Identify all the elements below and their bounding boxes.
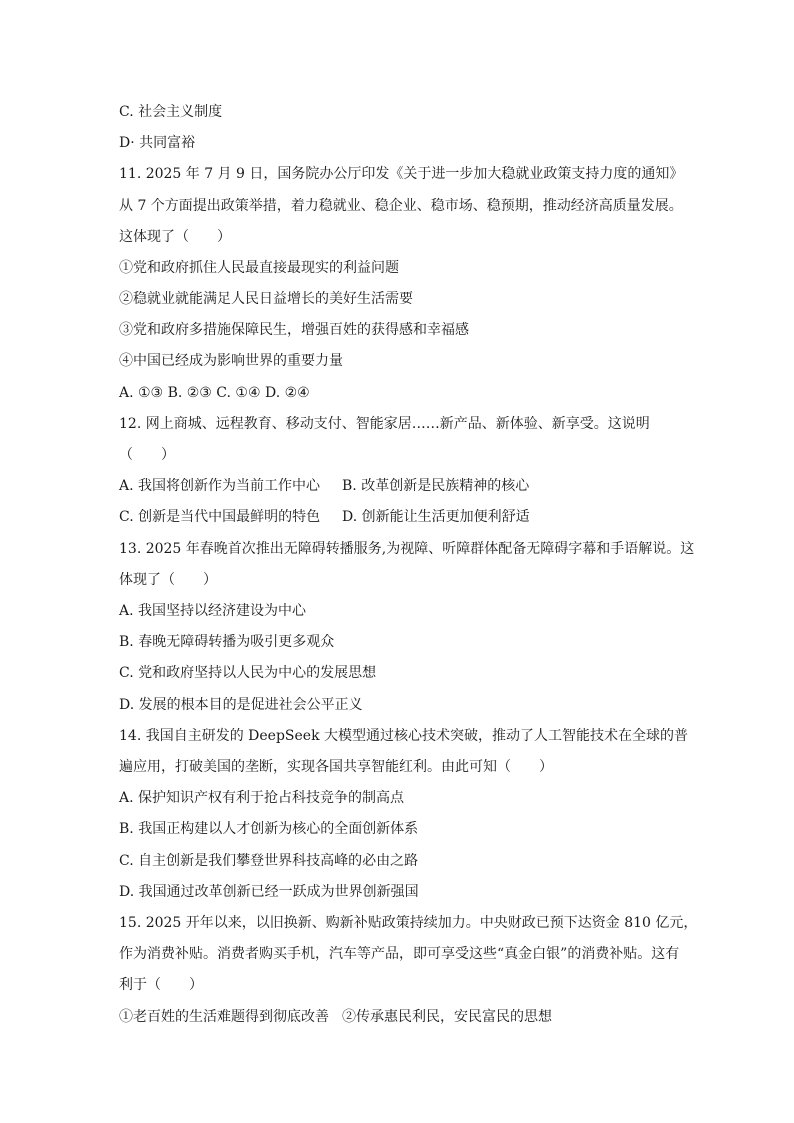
q13-option-a: A. 我国坚持以经济建设为中心 <box>119 603 307 619</box>
q12-option-c: C. 创新是当代中国最鲜明的特色 <box>119 509 321 525</box>
q11-statement-1: ①党和政府抓住人民最直接最现实的利益问题 <box>119 260 399 276</box>
q10-option-d: D· 共同富裕 <box>119 135 196 151</box>
q11-stem-line-3: 这体现了（ ） <box>119 229 231 245</box>
q11-options: A. ①③ B. ②③ C. ①④ D. ②④ <box>119 385 310 401</box>
q15-statement-1: ①老百姓的生活难题得到彻底改善 <box>119 1009 329 1025</box>
q15-stem-line-2: 作为消费补贴。消费者购买手机，汽车等产品，即可享受这些“真金白银”的消费补贴。这有 <box>119 946 680 962</box>
q12-option-d: D. 创新能让生活更加便利舒适 <box>342 509 530 525</box>
q13-option-b: B. 春晚无障碍转播为吸引更多观众 <box>119 634 335 650</box>
q15-statements-row-1 <box>119 1006 552 1028</box>
q13-option-c: C. 党和政府坚持以人民为中心的发展思想 <box>119 665 377 681</box>
q12-options-row-2 <box>119 506 530 528</box>
q14-option-a: A. 保护知识产权有利于抢占科技竞争的制高点 <box>119 790 405 806</box>
q10-option-c: C. 社会主义制度 <box>119 104 223 120</box>
q11-statement-4: ④中国已经成为影响世界的重要力量 <box>119 353 343 369</box>
q12-options-row-1 <box>119 475 530 497</box>
q13-stem-line-2: 体现了（ ） <box>119 572 217 588</box>
q14-stem-line-1: 14. 我国自主研发的 DeepSeek 大模型通过核心技术突破，推动了人工智能技术在全球的普 <box>119 728 689 744</box>
q15-stem-line-3: 利于（ ） <box>119 977 203 993</box>
q12-stem-line-1: 12. 网上商城、远程教育、移动支付、智能家居……新产品、新体验、新享受。这说明 <box>119 416 650 432</box>
q12-option-a: A. 我国将创新作为当前工作中心 <box>119 478 321 494</box>
q14-option-d: D. 我国通过改革创新已经一跃成为世界创新强国 <box>119 884 419 900</box>
q15-statement-2: ②传承惠民利民，安民富民的思想 <box>342 1009 552 1025</box>
q11-stem-line-2: 从 7 个方面提出政策举措，着力稳就业、稳企业、稳市场、稳预期，推动经济高质量发展。 <box>119 198 683 214</box>
q11-statement-2: ②稳就业就能满足人民日益增长的美好生活需要 <box>119 291 413 307</box>
q11-statement-3: ③党和政府多措施保障民生，增强百姓的获得感和幸福感 <box>119 322 469 338</box>
q12-stem-line-2: （ ） <box>119 447 175 463</box>
q14-stem-line-2: 遍应用，打破美国的垄断，实现各国共享智能红利。由此可知（ ） <box>119 759 553 775</box>
q14-option-c: C. 自主创新是我们攀登世界科技高峰的必由之路 <box>119 853 419 869</box>
q14-option-b: B. 我国正构建以人才创新为核心的全面创新体系 <box>119 821 419 837</box>
q11-stem-line-1: 11. 2025 年 7 月 9 日，国务院办公厅印发《关于进一步加大稳就业政策支持力度的通知》 <box>119 166 684 182</box>
q13-stem-line-1: 13. 2025 年春晚首次推出无障碍转播服务,为视障、听障群体配备无障碍字幕和手语解说。这 <box>119 541 695 557</box>
q12-option-b: B. 改革创新是民族精神的核心 <box>342 478 530 494</box>
q13-option-d: D. 发展的根本目的是促进社会公平正义 <box>119 697 363 713</box>
q15-stem-line-1: 15. 2025 开年以来，以旧换新、购新补贴政策持续加力。中央财政已预下达资金 810 亿元， <box>119 915 698 931</box>
